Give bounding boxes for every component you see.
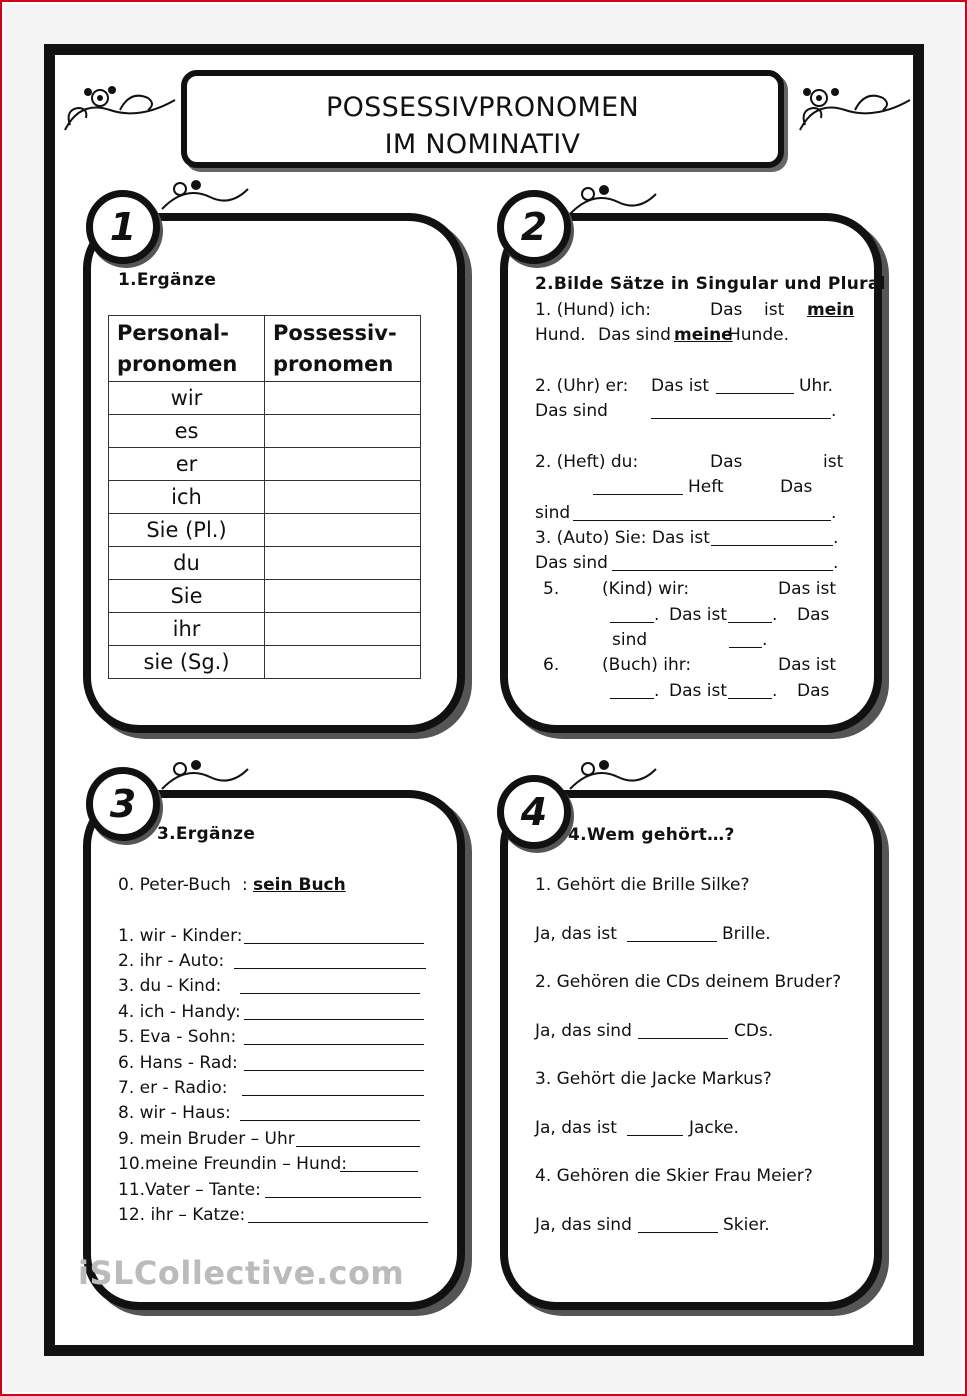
s2-e4-dot2: . (833, 553, 839, 573)
pronoun-table (108, 315, 421, 679)
s2-e3-blank-2[interactable] (573, 520, 831, 521)
s2-e6-das-ist2: Das ist (669, 681, 728, 701)
s2-e2-dot: . (831, 401, 837, 421)
table-cell-pronoun: ihr (109, 613, 265, 646)
s2-e1-hunde: Hunde. (728, 325, 789, 345)
s4-a2-post: CDs. (734, 1021, 774, 1041)
s3-blank-10[interactable] (340, 1171, 418, 1172)
flourish-small-2-icon (568, 180, 658, 220)
section-2-heading: 2.Bilde Sätze in Singular und Plural (535, 274, 886, 294)
s3-item-5: 5. Eva - Sohn: (118, 1027, 237, 1047)
s2-e2-das-ist: Das ist (651, 376, 710, 396)
table-row (109, 547, 421, 580)
title-line-1: POSSESSIVPRONOMEN (326, 92, 639, 123)
s3-item-8: 8. wir - Haus: (118, 1103, 231, 1123)
s2-e1-hund: Hund. (535, 325, 586, 345)
s4-a2-pre: Ja, das sind (535, 1021, 632, 1041)
s2-e6-blank-2[interactable] (728, 698, 772, 699)
s2-e2-blank-2[interactable] (651, 418, 831, 419)
s2-e6-das: Das (797, 681, 830, 701)
watermark-logo: iSLCollective.com (78, 1254, 405, 1292)
s2-e3-heft: Heft (688, 477, 724, 497)
table-cell-pronoun: es (109, 415, 265, 448)
section-4-heading: 4.Wem gehört…? (568, 825, 735, 845)
s3-item-3: 3. du - Kind: (118, 976, 222, 996)
table-cell-pronoun: ich (109, 481, 265, 514)
s4-a4-pre: Ja, das sind (535, 1215, 632, 1235)
table-row (109, 415, 421, 448)
s3-item-10: 10.meine Freundin – Hund: (118, 1154, 348, 1174)
s2-e3-prompt: 2. (Heft) du: (535, 452, 639, 472)
s4-blank-3[interactable] (627, 1135, 683, 1136)
s3-blank-11[interactable] (265, 1197, 421, 1198)
s3-example-answer: sein Buch (253, 875, 346, 895)
s2-e1-meine: meine (674, 325, 733, 345)
flourish-small-1-icon (160, 175, 250, 215)
s3-blank-7[interactable] (242, 1095, 424, 1096)
s2-e5-prompt: (Kind) wir: (602, 579, 690, 599)
s2-e6-num: 6. (543, 655, 560, 675)
s3-item-4: 4. ich - Handy: (118, 1002, 241, 1022)
s2-e5-blank-1[interactable] (610, 622, 654, 623)
s3-example-colon: : (242, 875, 248, 895)
s4-q2: 2. Gehören die CDs deinem Bruder? (535, 972, 842, 992)
answer-cell[interactable] (265, 580, 421, 613)
s4-q1: 1. Gehört die Brille Silke? (535, 875, 750, 895)
s4-a3-post: Jacke. (689, 1118, 739, 1138)
s2-e1-das: Das (710, 300, 743, 320)
s2-e4-dot: . (833, 528, 839, 548)
s2-e5-das-ist: Das ist (778, 579, 837, 599)
s3-item-12: 12. ihr – Katze: (118, 1205, 246, 1225)
s3-blank-6[interactable] (244, 1070, 424, 1071)
s4-blank-2[interactable] (638, 1038, 728, 1039)
s2-e2-uhr: Uhr. (799, 376, 834, 396)
header-personalpronomen: Personal- pronomen (109, 316, 265, 382)
s2-e6-dot: . (654, 681, 660, 701)
s3-blank-1[interactable] (244, 943, 424, 944)
s2-e3-sind: sind (535, 503, 571, 523)
table-cell-pronoun: sie (Sg.) (109, 646, 265, 679)
s2-e5-das-ist2: Das ist (669, 605, 728, 625)
s4-a4-post: Skier. (723, 1215, 770, 1235)
flourish-small-4-icon (568, 755, 658, 795)
s2-e3-blank-1[interactable] (593, 494, 683, 495)
s4-blank-4[interactable] (638, 1232, 718, 1233)
panel-section-3 (83, 790, 465, 1310)
s2-e2-prompt: 2. (Uhr) er: (535, 376, 629, 396)
s2-e3-das: Das (710, 452, 743, 472)
s3-item-2: 2. ihr - Auto: (118, 951, 225, 971)
s3-item-1: 1. wir - Kinder: (118, 926, 243, 946)
s2-e6-das-ist: Das ist (778, 655, 837, 675)
table-cell-pronoun: Sie (109, 580, 265, 613)
answer-cell[interactable] (265, 448, 421, 481)
s3-blank-9[interactable] (296, 1146, 420, 1147)
header-possessivpronomen: Possessiv- pronomen (265, 316, 421, 382)
table-row (109, 382, 421, 415)
flourish-small-3-icon (160, 755, 250, 795)
s2-e4-das-sind: Das sind (535, 553, 608, 573)
s4-blank-1[interactable] (627, 941, 717, 942)
s3-item-6: 6. Hans - Rad: (118, 1053, 238, 1073)
s3-blank-12[interactable] (248, 1222, 428, 1223)
s2-e5-dot2: . (772, 605, 778, 625)
s2-e3-dot: . (831, 503, 837, 523)
table-cell-pronoun: Sie (Pl.) (109, 514, 265, 547)
s2-e5-num: 5. (543, 579, 560, 599)
s2-e4-prompt: 3. (Auto) Sie: Das ist (535, 528, 710, 548)
table-row (109, 514, 421, 547)
s2-e5-blank-3[interactable] (729, 647, 762, 648)
s2-e1-ist: ist (764, 300, 785, 320)
s3-example-prompt: 0. Peter-Buch (118, 875, 231, 895)
s2-e6-prompt: (Buch) ihr: (602, 655, 692, 675)
answer-cell[interactable] (265, 547, 421, 580)
answer-cell[interactable] (265, 382, 421, 415)
table-header-row (109, 316, 421, 382)
s3-blank-4[interactable] (244, 1019, 424, 1020)
flourish-ornament-left-icon (60, 80, 180, 140)
s2-e1-mein: mein (807, 300, 855, 320)
s2-e2-das-sind: Das sind (535, 401, 608, 421)
s3-blank-3[interactable] (240, 993, 420, 994)
s2-e6-dot2: . (772, 681, 778, 701)
table-row (109, 646, 421, 679)
s3-blank-8[interactable] (240, 1120, 420, 1121)
answer-cell[interactable] (265, 415, 421, 448)
s4-a1-pre: Ja, das ist (535, 924, 617, 944)
flourish-ornament-right-icon (795, 80, 915, 140)
section-1-heading: 1.Ergänze (118, 270, 217, 290)
answer-cell[interactable] (265, 613, 421, 646)
s2-e5-dot3: . (762, 630, 768, 650)
table-row (109, 580, 421, 613)
s2-e1-das-sind: Das sind (598, 325, 671, 345)
s2-e3-ist: ist (823, 452, 844, 472)
answer-cell[interactable] (265, 514, 421, 547)
section-number-4: 4 (497, 775, 571, 849)
s3-item-11: 11.Vater – Tante: (118, 1180, 261, 1200)
s2-e5-das: Das (797, 605, 830, 625)
s2-e4-blank-1[interactable] (711, 545, 833, 546)
s4-q3: 3. Gehört die Jacke Markus? (535, 1069, 772, 1089)
table-cell-pronoun: er (109, 448, 265, 481)
s2-e5-blank-2[interactable] (728, 622, 772, 623)
section-number-2: 2 (497, 190, 571, 264)
s2-e3-das2: Das (780, 477, 813, 497)
answer-cell[interactable] (265, 481, 421, 514)
table-row (109, 613, 421, 646)
s3-blank-2[interactable] (234, 968, 426, 969)
title-line-2: IM NOMINATIV (384, 129, 581, 160)
s3-item-7: 7. er - Radio: (118, 1078, 228, 1098)
s3-item-9: 9. mein Bruder – Uhr (118, 1129, 295, 1149)
s2-e4-blank-2[interactable] (612, 570, 833, 571)
s2-e1-prompt: 1. (Hund) ich: (535, 300, 651, 320)
table-row (109, 481, 421, 514)
s2-e5-dot: . (654, 605, 660, 625)
s3-blank-5[interactable] (244, 1044, 424, 1045)
s2-e2-blank-1[interactable] (716, 393, 794, 394)
s2-e5-sind: sind (612, 630, 648, 650)
section-number-3: 3 (86, 767, 160, 841)
s4-a3-pre: Ja, das ist (535, 1118, 617, 1138)
section-number-1: 1 (86, 190, 160, 264)
section-3-heading: 3.Ergänze (157, 824, 256, 844)
table-cell-pronoun: wir (109, 382, 265, 415)
s4-q4: 4. Gehören die Skier Frau Meier? (535, 1166, 813, 1186)
table-cell-pronoun: du (109, 547, 265, 580)
page-title (181, 70, 784, 168)
answer-cell[interactable] (265, 646, 421, 679)
table-row (109, 448, 421, 481)
s4-a1-post: Brille. (722, 924, 771, 944)
s2-e6-blank-1[interactable] (610, 698, 654, 699)
